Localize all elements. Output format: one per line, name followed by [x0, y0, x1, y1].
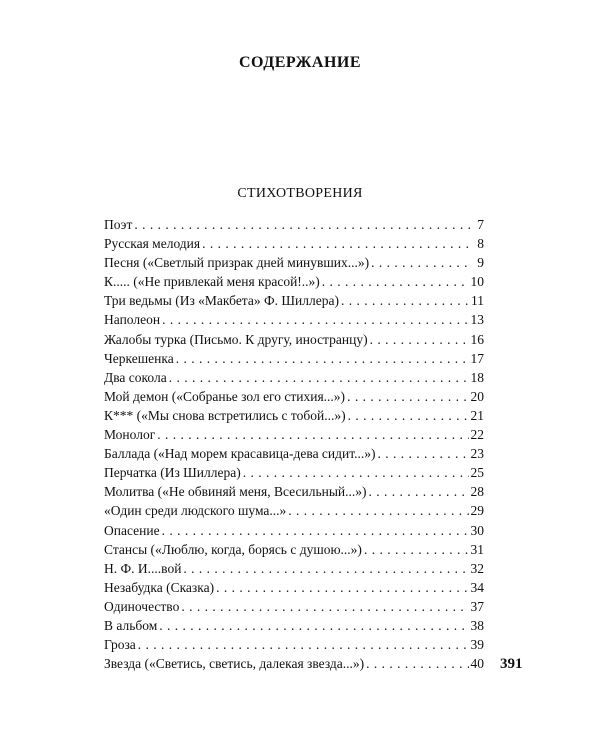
toc-entry [104, 482, 484, 501]
dot-leader [369, 482, 469, 501]
dot-leader [364, 540, 469, 559]
table-of-contents [104, 215, 484, 673]
toc-entry [104, 234, 484, 253]
dot-leader [378, 444, 469, 463]
toc-entry [104, 215, 484, 234]
toc-entry-page: 23 [470, 446, 484, 462]
toc-entry-title: Гроза [104, 637, 136, 653]
toc-entry-title: Два сокола [104, 369, 167, 385]
toc-entry-title: Поэт [104, 217, 133, 232]
dot-leader [157, 425, 468, 444]
toc-entry [104, 578, 484, 597]
dot-leader [341, 291, 469, 310]
dot-leader [169, 368, 469, 387]
dot-leader [162, 310, 468, 329]
toc-entry-page: 13 [470, 312, 484, 328]
toc-entry-page: 7 [477, 217, 484, 232]
toc-entry-title: Опасение [104, 522, 160, 538]
dot-leader [366, 654, 468, 673]
dot-leader [216, 578, 468, 597]
toc-entry-title: Жалобы турка (Письмо. К другу, иностранцу) [104, 331, 368, 347]
toc-entry-title: Н. Ф. И....вой [104, 560, 182, 576]
toc-entry-page: 20 [470, 388, 484, 404]
dot-leader [243, 463, 469, 482]
toc-entry-title: Стансы («Люблю, когда, борясь с душою...») [104, 541, 362, 557]
toc-entry-title: Русская мелодия [104, 236, 201, 252]
toc-entry-title: К*** («Мы снова встретились с тобой...») [104, 407, 346, 423]
dot-leader [288, 501, 468, 520]
dot-leader [183, 559, 468, 578]
toc-entry-page: 34 [470, 579, 484, 595]
toc-entry-page: 18 [470, 369, 484, 385]
toc-entry-title: В альбом [104, 617, 158, 633]
toc-entry [104, 310, 484, 329]
toc-entry-title: «Один среди людского шума...» [104, 503, 287, 519]
toc-entry [104, 330, 484, 349]
toc-entry [104, 444, 484, 463]
toc-entry [104, 521, 484, 540]
toc-entry-title: Наполеон [104, 312, 161, 328]
toc-entry [104, 272, 484, 291]
dot-leader [322, 272, 469, 291]
toc-entry-page: 40 [470, 656, 484, 672]
toc-entry [104, 387, 484, 406]
toc-entry-page: 29 [470, 503, 484, 519]
toc-entry [104, 501, 484, 520]
toc-entry [104, 616, 484, 635]
toc-entry [104, 349, 484, 368]
dot-leader [371, 253, 470, 272]
dot-leader [202, 234, 470, 253]
toc-entry-page: 37 [470, 598, 484, 614]
section-heading: СТИХОТВОРЕНИЯ [237, 186, 363, 201]
toc-entry-page: 16 [470, 331, 484, 347]
toc-entry [104, 463, 484, 482]
toc-entry [104, 253, 484, 272]
toc-entry-page: 28 [470, 484, 484, 500]
dot-leader [181, 597, 468, 616]
toc-entry [104, 406, 484, 425]
toc-entry [104, 597, 484, 616]
page-number: 391 [500, 656, 523, 672]
toc-entry [104, 559, 484, 578]
toc-entry-page: 10 [470, 274, 484, 290]
toc-entry-title: Черкешенка [104, 350, 174, 366]
toc-entry [104, 635, 484, 654]
toc-entry-title: Молитва («Не обвиняй меня, Всесильный...») [104, 484, 367, 500]
toc-entry-title: Звезда («Светись, светись, далекая звезда...») [104, 656, 365, 672]
toc-entry-page: 17 [470, 350, 484, 366]
toc-entry-page: 31 [470, 541, 484, 557]
toc-entry-title: Одиночество [104, 598, 180, 614]
toc-entry-page: 32 [470, 560, 484, 576]
dot-leader [138, 635, 469, 654]
toc-entry-page: 30 [470, 522, 484, 538]
toc-entry [104, 291, 484, 310]
toc-entry-page: 8 [477, 236, 484, 252]
page-title: СОДЕРЖАНИЕ [238, 54, 362, 71]
toc-entry-page: 38 [470, 617, 484, 633]
toc-entry-page: 22 [470, 427, 484, 443]
dot-leader [347, 387, 468, 406]
toc-entry-title: Три ведьмы (Из «Макбета» Ф. Шиллера) [104, 293, 339, 309]
toc-entry [104, 540, 484, 559]
toc-entry-title: Монолог [104, 427, 156, 443]
dot-leader [348, 406, 469, 425]
toc-entry-title: Песня («Светлый призрак дней минувших...») [104, 255, 370, 271]
toc-entry-title: Незабудка (Сказка) [104, 579, 215, 595]
toc-entry-page: 21 [470, 407, 484, 423]
toc-entry-title: Баллада («Над морем красавица-дева сидит...») [104, 446, 376, 462]
toc-entry-title: Мой демон («Собранье зол его стихия...») [104, 388, 346, 404]
dot-leader [370, 330, 469, 349]
dot-leader [134, 215, 470, 234]
toc-entry [104, 368, 484, 387]
toc-entry-page: 9 [477, 255, 484, 271]
toc-entry [104, 654, 484, 673]
toc-entry-title: Перчатка (Из Шиллера) [104, 465, 241, 481]
toc-entry [104, 425, 484, 444]
dot-leader [176, 349, 469, 368]
toc-entry-title: К..... («Не привлекай меня красой!..») [104, 274, 320, 290]
toc-entry-page: 39 [470, 637, 484, 653]
toc-entry-page: 11 [471, 293, 484, 309]
dot-leader [159, 616, 468, 635]
dot-leader [162, 521, 469, 540]
toc-entry-page: 25 [470, 465, 484, 481]
